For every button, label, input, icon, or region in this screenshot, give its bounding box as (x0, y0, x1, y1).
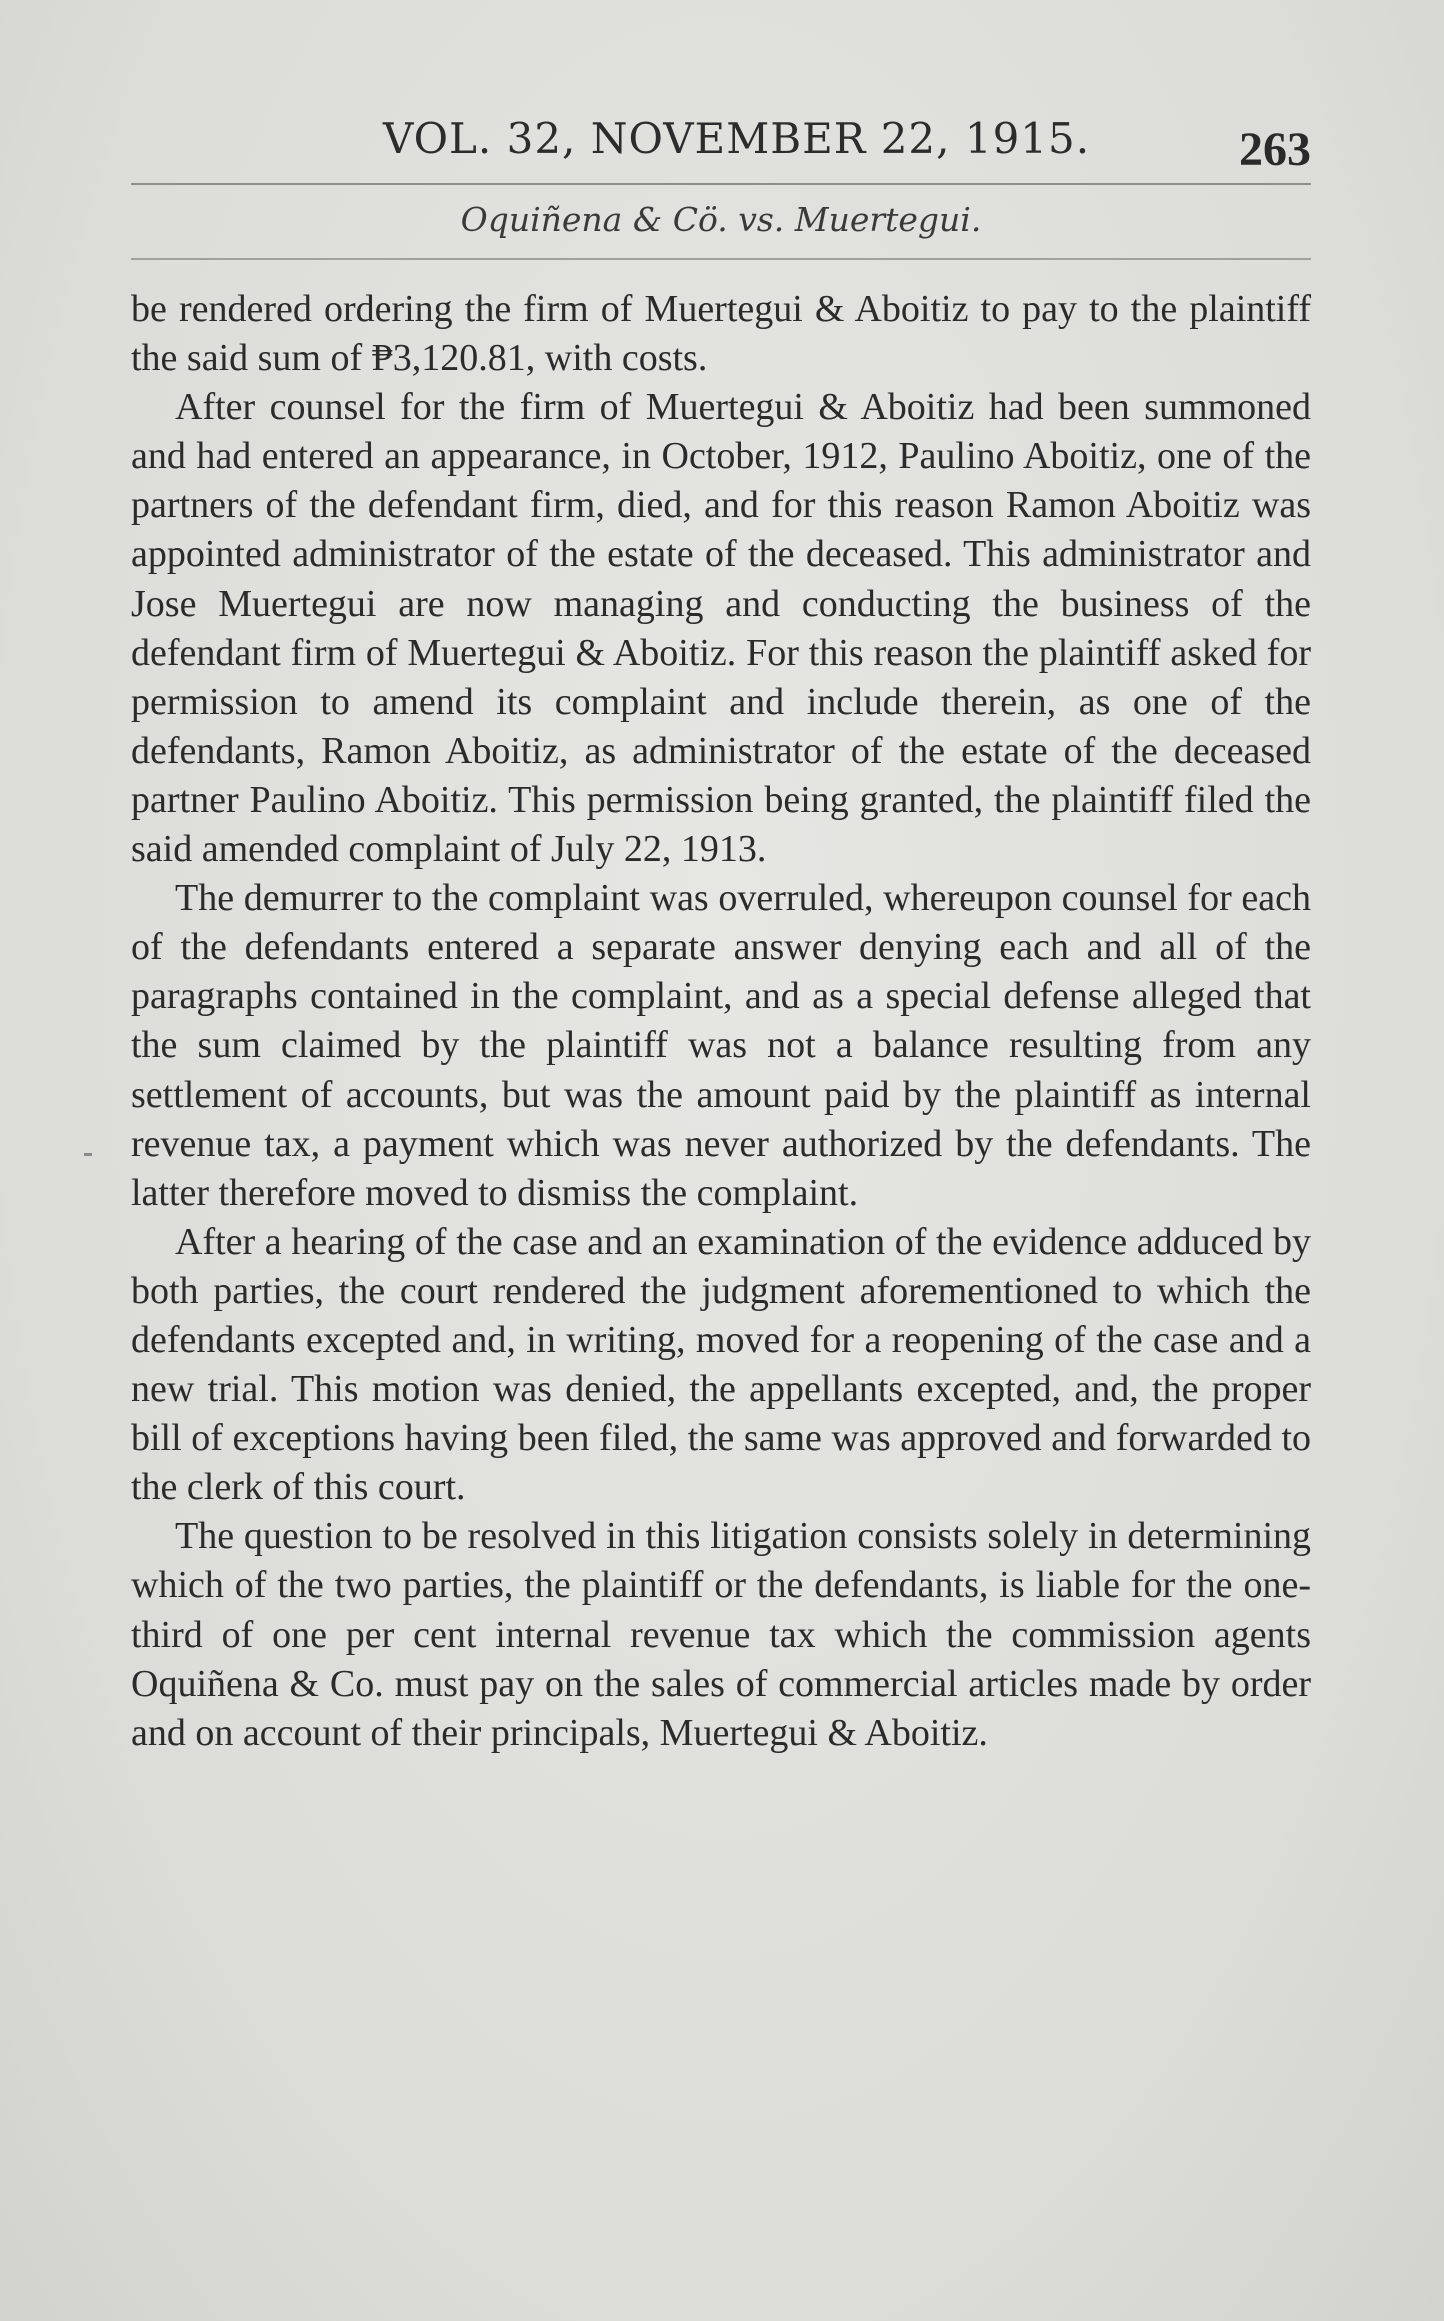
paragraph: The demurrer to the complaint was overruled, whereupon counsel for each of the defendants entered a separate answer denying each and all of the paragraphs contained in the complaint, and as a special defense alleged that the sum claimed by the plaintiff was not a balance resulting from any settlement of accounts, but was the amount paid by the plaintiff as internal revenue tax, a payment which was never authorized by the defendants. The latter therefore moved to dismiss the complaint. (131, 877, 1311, 1214)
paragraph: The question to be resolved in this litigation consists solely in determining which of the two parties, the plaintiff or the defendants, is liable for the one-third of one per cent internal revenue tax which the commission agents Oquiñena & Co. must pay on the sales of commercial articles made by order and on account of their principals, Muertegui & Aboitiz. (131, 1515, 1311, 1754)
case-title: Oquiñena & Cö. vs. Muertegui. (460, 200, 982, 239)
body-text (131, 285, 1311, 1758)
header-rule-bottom (131, 258, 1311, 260)
volume-date-line: VOL. 32, NOVEMBER 22, 1915. (383, 114, 1091, 163)
paragraph: be rendered ordering the firm of Muertegui & Aboitiz to pay to the plaintiff the said sum of ₱3,120.81, with costs. (131, 288, 1311, 380)
paragraph: After a hearing of the case and an examination of the evidence adduced by both parties, the court rendered the judgment aforementioned to which the defendants excepted and, in writing, moved for a reopening of the case and a new trial. This motion was denied, the appellants excepted, and, the proper bill of exceptions having been filed, the same was approved and forwarded to the clerk of this court. (131, 1220, 1311, 1509)
paragraph: After counsel for the firm of Muertegui & Aboitiz had been summoned and had entered an appearance, in October, 1912, Paulino Aboitiz, one of the partners of the defendant firm, died, and for this reason Ramon Aboitiz was appointed administrator of the estate of the deceased. This administrator and Jose Muertegui are now managing and conducting the business of the defendant firm of Muertegui & Aboitiz. For this reason the plaintiff asked for permission to amend its complaint and include therein, as one of the defendants, Ramon Aboitiz, as administrator of the estate of the deceased partner Paulino Aboitiz. This permission being granted, the plaintiff filed the said amended complaint of July 22, 1913. (131, 386, 1311, 871)
header-rule-top (131, 183, 1311, 185)
page-number: 263 (1239, 123, 1311, 176)
running-head (131, 108, 1311, 178)
margin-mark (84, 1153, 92, 1156)
